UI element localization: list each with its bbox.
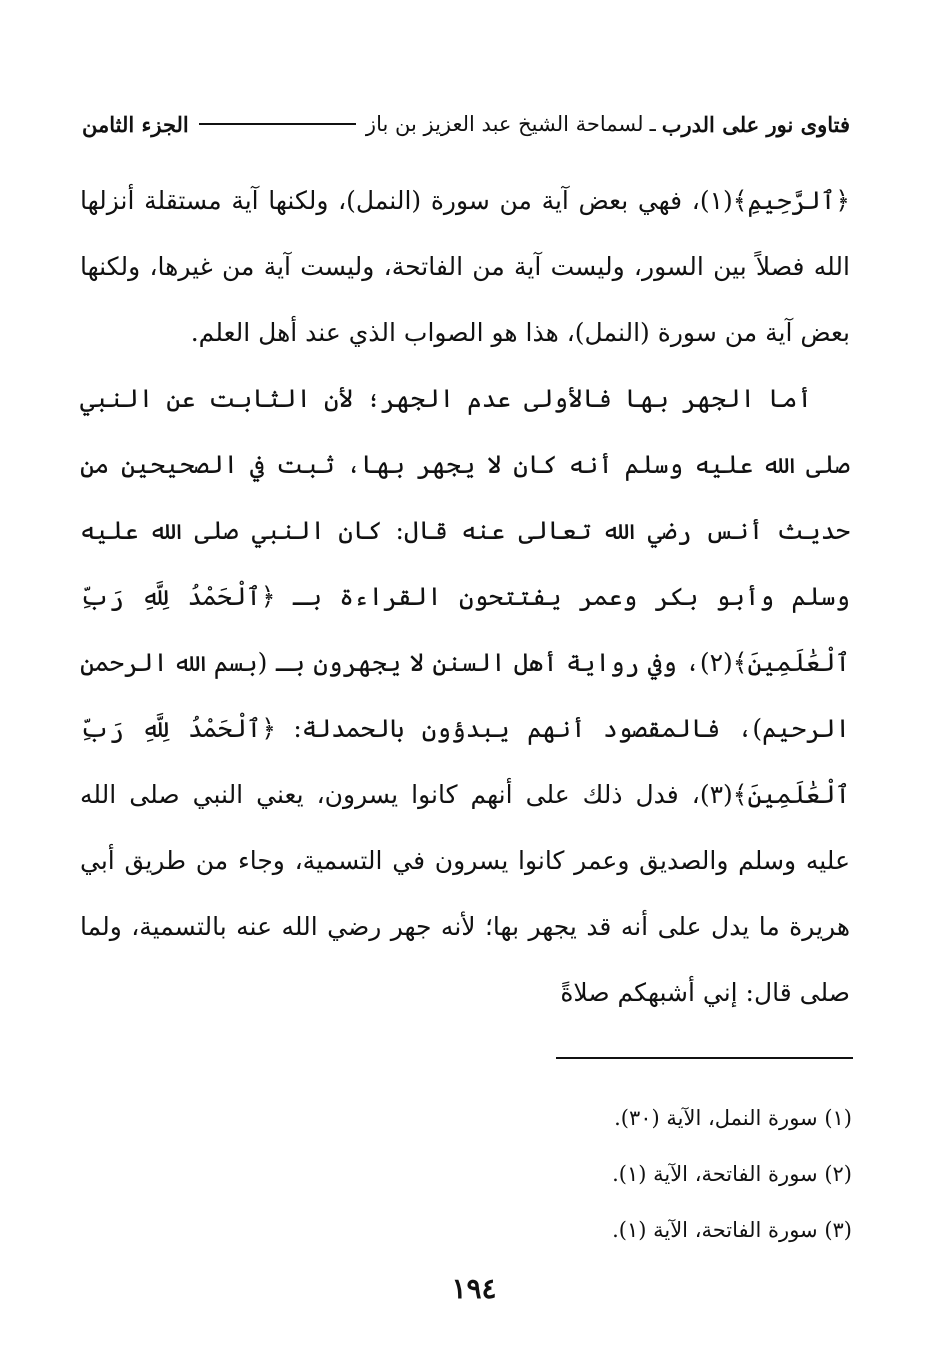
footnotes — [432, 1090, 852, 1258]
footnote-item: (٣) سورة الفاتحة، الآية (١). — [612, 1218, 852, 1242]
paragraph: ﴿ٱلرَّحِيمِ﴾(١)، فهي بعض آية من سورة (النمل)، ولكنها آية مستقلة أنزلها الله فصلاً بين السور، وليست آية من الفاتحة، وليست آية من غيرها، ولكنها بعض آية من سورة (النمل)، هذا هو الصواب الذي عند أهل العلم. — [80, 186, 850, 347]
main-text — [80, 168, 850, 1026]
footnote-divider — [556, 1057, 853, 1059]
book-title: فتاوى نور على الدرب — [661, 111, 850, 137]
footnote-item: (٢) سورة الفاتحة، الآية (١). — [612, 1162, 852, 1186]
header-separator: ـ — [649, 112, 656, 136]
author-line: لسماحة الشيخ عبد العزيز بن باز — [365, 112, 644, 136]
footnote-item: (١) سورة النمل، الآية (٣٠). — [614, 1106, 852, 1130]
header-rule — [199, 123, 356, 125]
page-number: ١٩٤ — [451, 1272, 497, 1305]
part-label: الجزء الثامن — [82, 111, 189, 137]
paragraph: أما الجهر بها فالأولى عدم الجهر؛ لأن الثابت عن النبي صلى الله عليه وسلم أنه كان لا يجهر بها، ثبت في الصحيحين من حديث أنس رضي الله تعالى عنه قال: كان النبي صلى الله عليه وسلم وأبو بكر وعمر يفتتحون القراءة بـ ﴿ٱلْحَمْدُ لِلَّهِ رَبِّ ٱلْعَٰلَمِينَ﴾(٢)، وفي رواية أهل السنن لا يجهرون بـ (بسم الله الرحمن الرحيم)، فالمقصود أنهم يبدؤون بالحمدلة: ﴿ٱلْحَمْدُ لِلَّهِ رَبِّ ٱلْعَٰلَمِينَ﴾(٣)، فدل ذلك على أنهم كانوا يسرون، يعني النبي صلى الله عليه وسلم والصديق وعمر كانوا يسرون في التسمية، وجاء من طريق أبي هريرة ما يدل على أنه قد يجهر بها؛ لأنه جهر رضي الله عنه بالتسمية، ولما صلى قال: إني أشبهكم صلاةً — [80, 384, 850, 1007]
running-header — [82, 104, 850, 144]
